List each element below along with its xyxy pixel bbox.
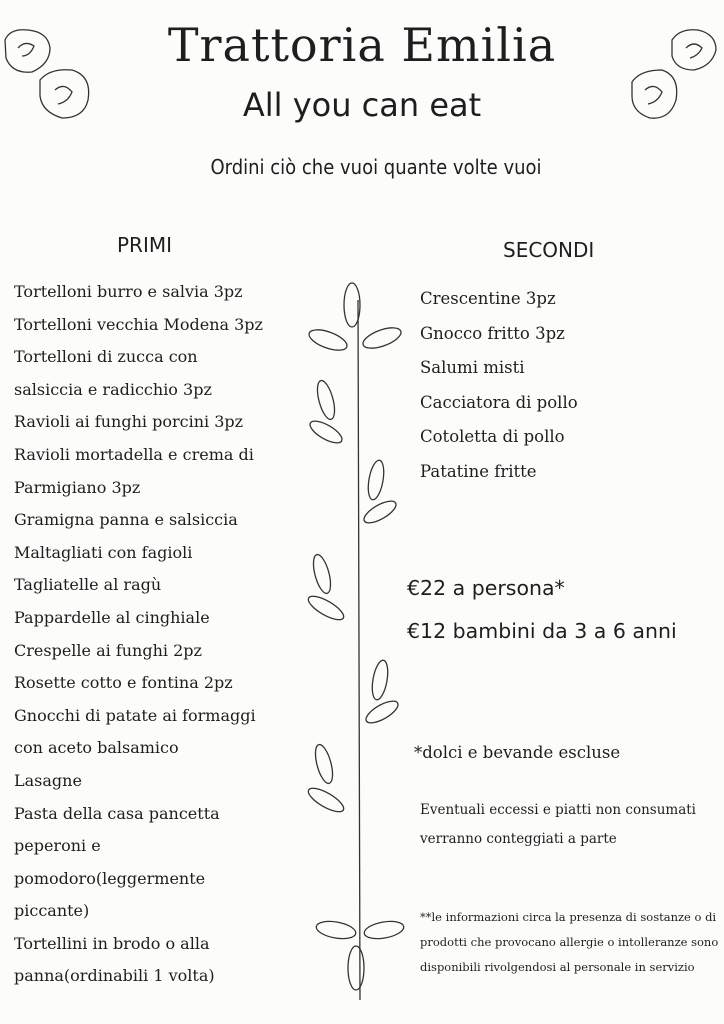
menu-item: Tortelloni vecchia Modena 3pz: [14, 314, 263, 334]
primi-list: [14, 276, 263, 993]
menu-item: Lasagne: [14, 770, 82, 790]
menu-item: Tortellini in brodo o alla panna(ordinabili 1 volta): [14, 933, 215, 986]
menu-item: Rosette cotto e fontina 2pz: [14, 673, 233, 693]
menu-item: Crescentine 3pz: [420, 289, 556, 308]
children-price: €12 bambini da 3 a 6 anni: [407, 619, 677, 643]
menu-item: Cotoletta di pollo: [420, 427, 565, 447]
menu-item: Salumi misti: [420, 358, 525, 378]
secondi-list: [420, 282, 578, 490]
adult-price: €22 a persona*: [407, 576, 565, 600]
allergen-note: **le informazioni circa la presenza di sostanze o di prodotti che provocano allergie o intolleranze sono disponibili rivolgendosi al personale in servizio: [420, 910, 719, 974]
vine-icon: [305, 283, 405, 1000]
menu-item: Maltagliati con fagioli: [14, 542, 193, 562]
menu-item: Patatine fritte: [420, 461, 537, 481]
menu-item: Tagliatelle al ragù: [14, 575, 162, 595]
menu-item: Gnocchi di patate ai formaggi con aceto balsamico: [14, 705, 256, 758]
primi-heading: PRIMI: [117, 233, 173, 257]
menu-item: Cacciatora di pollo: [420, 392, 578, 412]
menu-item: Crespelle ai funghi 2pz: [14, 640, 202, 660]
menu-item: Tortelloni burro e salvia 3pz: [14, 282, 243, 301]
menu-item: Tortelloni di zucca con salsiccia e radicchio 3pz: [14, 347, 212, 399]
secondi-heading: SECONDI: [503, 238, 595, 262]
restaurant-title: Trattoria Emilia: [167, 18, 557, 72]
menu-item: Gramigna panna e salsiccia: [14, 510, 238, 530]
menu-item: Pappardelle al cinghiale: [14, 607, 210, 627]
excess-note: Eventuali eccessi e piatti non consumati verranno conteggiati a parte: [420, 802, 696, 847]
menu-item: Ravioli ai funghi porcini 3pz: [14, 412, 244, 432]
menu-item: Pasta della casa pancetta peperoni e pomodoro(leggermente piccante): [14, 803, 220, 921]
menu-item: Gnocco fritto 3pz: [420, 323, 565, 343]
menu-subtitle: All you can eat: [242, 86, 482, 124]
tagline: Ordini ciò che vuoi quante volte vuoi: [210, 155, 542, 179]
exclusions-note: *dolci e bevande escluse: [414, 743, 621, 762]
menu-item: Ravioli mortadella e crema di Parmigiano 3pz: [14, 444, 254, 497]
